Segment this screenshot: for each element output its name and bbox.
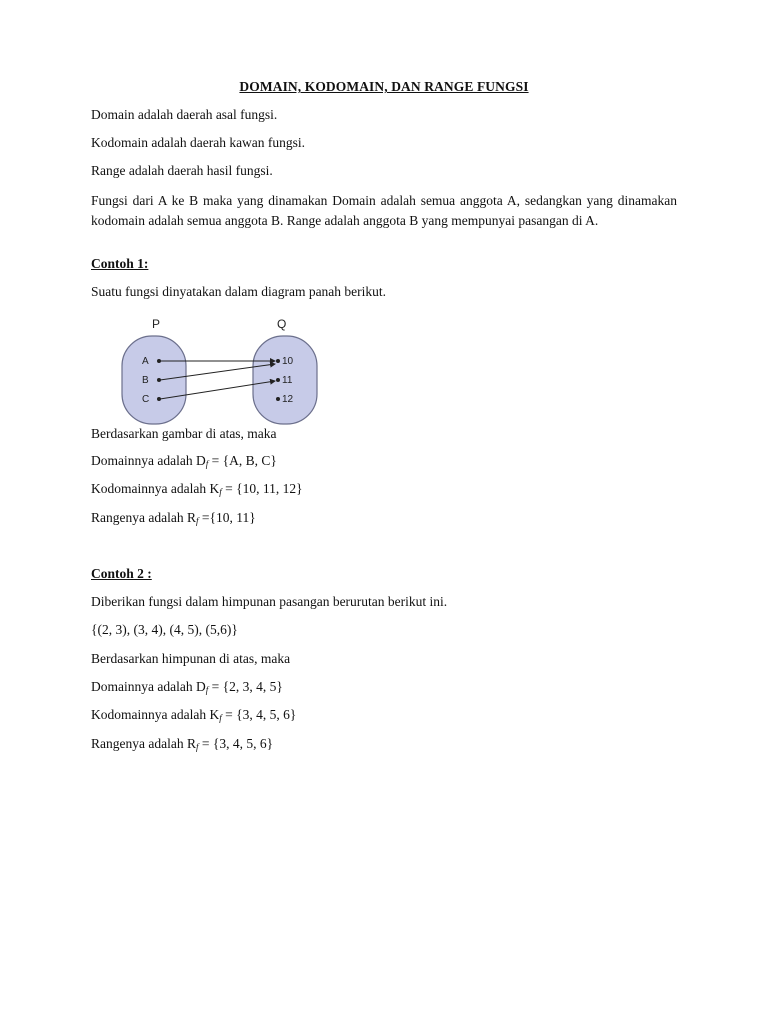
set-p-oval [122, 336, 186, 424]
range-definition: Range adalah daerah hasil fungsi. [91, 163, 273, 178]
p-element-a: A [142, 356, 149, 367]
example2-domain: Domainnya adalah $D_f = \{2$, 3, 4, 5} [91, 679, 283, 695]
set-q-label: Q [277, 317, 287, 331]
example2-heading: Contoh 2 : [91, 566, 152, 581]
example1-kodomain: Kodomainnya adalah $K_f = \{10$, 11, 12} [91, 481, 303, 497]
example2-kodomain: Kodomainnya adalah $K_f = \{3$, 4, 5, 6} [91, 707, 297, 723]
q-element-12: 12 [282, 394, 294, 405]
example2-range: Rangenya adalah $R_f = \{3$, 4, 5, 6} [91, 736, 274, 752]
example1-conclusion: Berdasarkan gambar di atas, maka [91, 426, 277, 441]
kodomain-definition: Kodomain adalah daerah kawan fungsi. [91, 135, 306, 150]
p-element-b: B [142, 375, 149, 386]
domain-definition: Domain adalah daerah asal fungsi. [91, 107, 278, 122]
page-title: DOMAIN, KODOMAIN, DAN RANGE FUNGSI [239, 79, 529, 94]
example1-domain: Domainnya adalah $D_f = \{A$, B, C} [91, 453, 277, 469]
p-element-c: C [142, 394, 150, 405]
example1-heading: Contoh 1: [91, 256, 149, 271]
example2-statement: Diberikan fungsi dalam himpunan pasangan berurutan berikut ini. [91, 594, 448, 609]
set-p-label: P [152, 317, 161, 331]
example2-set: {(2, 3), (3, 4), (4, 5), (5,6)} [91, 622, 238, 637]
q-element-11: 11 [282, 375, 293, 386]
q-dot-12 [276, 397, 280, 401]
example2-conclusion: Berdasarkan himpunan di atas, maka [91, 651, 291, 666]
example1-range: Rangenya adalah $R_f =\{10$, 11} [91, 510, 256, 526]
example1-statement: Suatu fungsi dinyatakan dalam diagram panah berikut. [91, 284, 387, 299]
q-element-10: 10 [282, 356, 294, 367]
intro-paragraph: Fungsi dari A ke B maka yang dinamakan Domain adalah semua anggota A, sedangkan yang dinamakan kodomain adalah semua anggota B. Range adalah anggota B yang mempunyai pasangan di A. [91, 193, 677, 228]
arrow-diagram [119, 316, 359, 428]
q-dot-10 [276, 359, 280, 363]
q-dot-11 [276, 378, 280, 382]
